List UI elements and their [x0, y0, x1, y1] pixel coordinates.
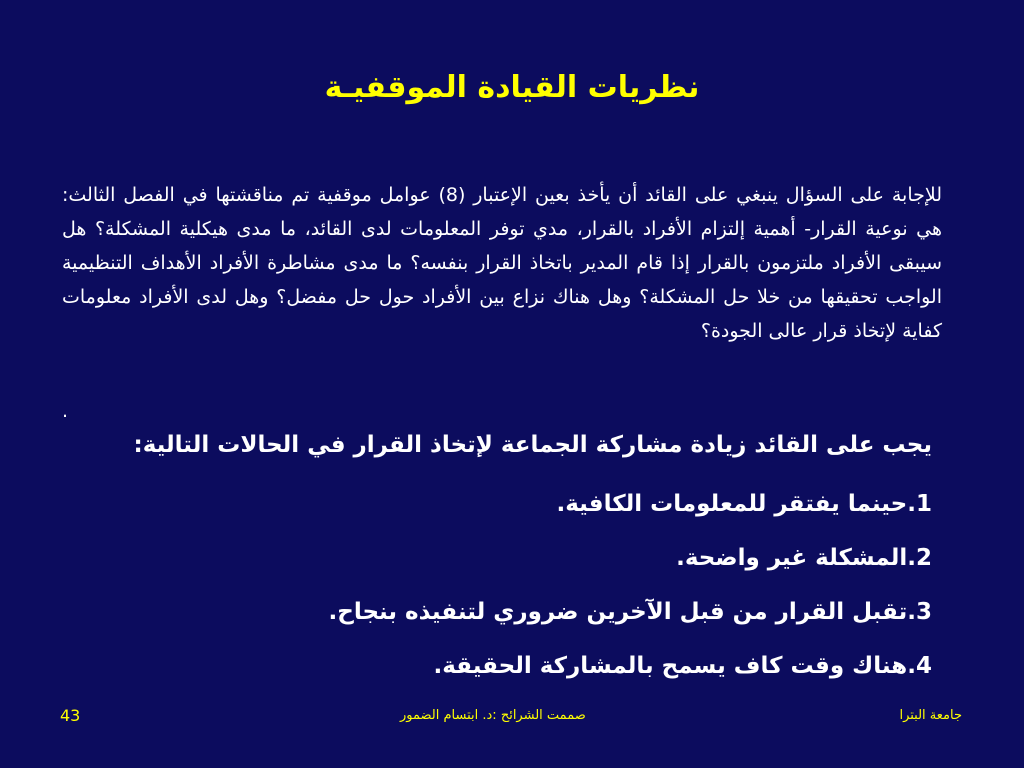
page-number: 43 — [60, 706, 81, 725]
conditions-list — [329, 488, 933, 704]
list-item-text: المشكلة غير واضحة. — [676, 545, 908, 571]
list-item — [329, 542, 933, 596]
paragraph-end-dot: . — [62, 400, 69, 422]
list-item — [329, 488, 933, 542]
list-item-text: تقبل القرار من قبل الآخرين ضروري لتنفيذه بنجاح. — [328, 599, 908, 625]
list-item — [329, 650, 933, 704]
list-item-number: 1. — [907, 491, 932, 517]
slide-paragraph: للإجابة على السؤال ينبغي على القائد أن يأخذ بعين الإعتبار (8) عوامل موقفية تم مناقشتها في الفصل الثالث: هي نوعية القرار- أهمية إلتزام الأفراد بالقرار، مدي توفر المعلومات لدى القائد، ما مدى هيكلية المشكلة؟ هل سيبقى الأفراد ملتزمون بالقرار إذا قام المدير باتخاذ القرار بنفسه؟ ما مدى مشاطرة الأفراد الأهداف التنظيمية الواجب تحقيقها من خلا حل المشكلة؟ وهل هناك نزاع بين الأفراد حول حل مفضل؟ وهل لدى الأفراد معلومات كفاية لإتخاذ قرار عالى الجودة؟ — [62, 184, 942, 342]
lead-statement: يجب على القائد زيادة مشاركة الجماعة لإتخاذ القرار في الحالات التالية: — [133, 432, 932, 458]
list-item-number: 3. — [907, 599, 932, 625]
slide-title: نظريات القيادة الموقفيـة — [324, 70, 700, 105]
list-item-text: هناك وقت كاف يسمح بالمشاركة الحقيقة. — [433, 653, 908, 679]
list-item — [329, 596, 933, 650]
list-item-number: 2. — [907, 545, 932, 571]
footer-university: جامعة البترا — [899, 708, 962, 723]
footer-author: صممت الشرائح :د. ابتسام الضمور — [400, 708, 586, 723]
list-item-text: حينما يفتقر للمعلومات الكافية. — [556, 491, 908, 517]
list-item-number: 4. — [907, 653, 932, 679]
